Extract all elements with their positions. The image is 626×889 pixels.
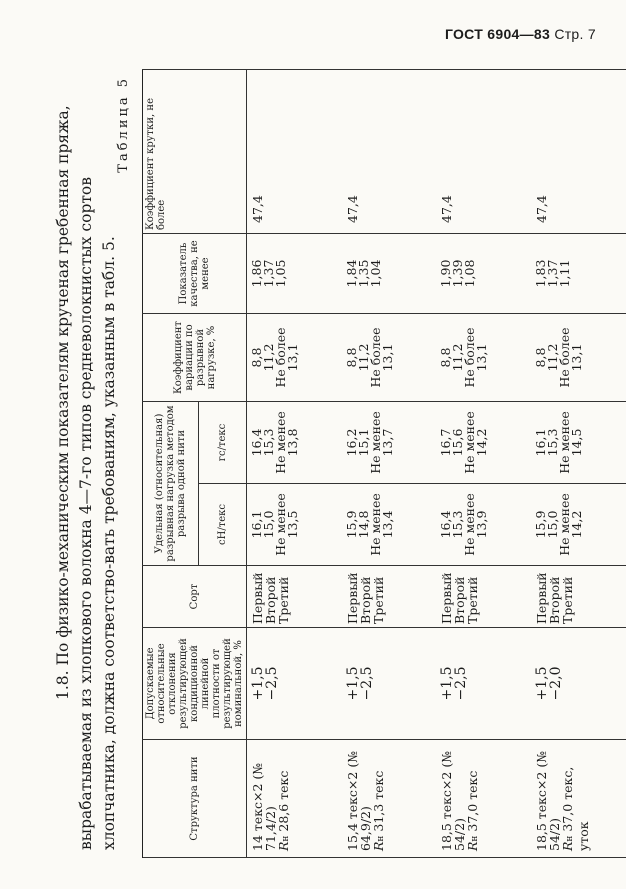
cell-gs-tex bbox=[436, 402, 530, 484]
cell-sort bbox=[247, 566, 342, 628]
cell-line: 1,86 bbox=[249, 259, 264, 288]
r-subscript: н bbox=[281, 835, 291, 842]
cell-twist bbox=[342, 70, 436, 234]
cell-sort bbox=[436, 566, 530, 628]
cell-line: Не менее bbox=[367, 411, 383, 474]
cell-line: 1,04 bbox=[367, 259, 383, 288]
cell-line: 1,84 bbox=[343, 259, 359, 288]
cell-line: Второй bbox=[263, 576, 278, 624]
r-symbol: R bbox=[465, 841, 481, 851]
cell-line: 13,1 bbox=[285, 343, 300, 372]
cell-line: 1,37 bbox=[544, 259, 560, 288]
cell-line: 15,3 bbox=[261, 428, 276, 457]
cell-line: 15,9 bbox=[343, 510, 359, 539]
cell-coef-var bbox=[531, 314, 626, 402]
dev-minus: −2,0 bbox=[547, 666, 564, 701]
cell-deviation bbox=[247, 628, 342, 740]
structure-line2 bbox=[372, 743, 388, 851]
cell-line: 16,1 bbox=[249, 510, 264, 539]
cell-line: 13,1 bbox=[379, 343, 395, 372]
cell-line: Не менее bbox=[556, 493, 572, 556]
col-coef-var: Коэффициент вариации по разрывной нагрузке, % bbox=[143, 314, 247, 402]
paragraph-1-8 bbox=[52, 80, 121, 850]
twist-value: 47,4 bbox=[250, 195, 265, 223]
r-subscript: н bbox=[375, 835, 386, 842]
cell-cn-tex bbox=[531, 484, 626, 566]
cell-line: 13,9 bbox=[474, 510, 490, 539]
dev-plus: +1,5 bbox=[250, 666, 266, 701]
structure-line2 bbox=[466, 743, 482, 851]
cell-twist bbox=[247, 70, 342, 234]
cell-line: Не более bbox=[462, 327, 478, 388]
cell-line: 15,1 bbox=[355, 428, 371, 457]
cell-line: 1,83 bbox=[532, 259, 548, 288]
cell-line: 15,3 bbox=[544, 428, 560, 457]
cell-line: 1,37 bbox=[261, 259, 276, 288]
cell-line: 11,2 bbox=[544, 343, 560, 372]
table-5 bbox=[142, 69, 626, 858]
cell-deviation bbox=[436, 628, 530, 740]
cell-line: Не менее bbox=[273, 411, 288, 474]
cell-line: Не более bbox=[273, 327, 288, 388]
structure-line1: 15,4 текс×2 (№ 64,9/2) bbox=[344, 750, 373, 851]
dev-minus: −2,5 bbox=[358, 666, 375, 701]
cell-sort bbox=[531, 566, 626, 628]
col-structure: Структура нити bbox=[143, 740, 247, 858]
cell-line: Первый bbox=[344, 572, 360, 624]
cell-cn-tex bbox=[436, 484, 530, 566]
cell-line: Не менее bbox=[556, 411, 572, 474]
twist-value: 47,4 bbox=[344, 195, 360, 223]
r-symbol: R bbox=[370, 841, 386, 851]
cell-line: 15,3 bbox=[450, 510, 466, 539]
cell-twist bbox=[436, 70, 530, 234]
r-symbol: R bbox=[559, 841, 575, 851]
cell-line: 13,4 bbox=[379, 510, 395, 539]
cell-structure bbox=[436, 740, 530, 858]
cell-coef-var bbox=[436, 314, 530, 402]
cell-line: 1,90 bbox=[438, 259, 454, 288]
cell-line: 14,2 bbox=[568, 510, 584, 539]
cell-gs-tex bbox=[531, 402, 626, 484]
cell-line: 13,8 bbox=[285, 428, 300, 457]
cell-line: 13,1 bbox=[568, 343, 584, 372]
cell-deviation bbox=[531, 628, 626, 740]
cell-line: Третий bbox=[465, 576, 481, 624]
paragraph-text: 1.8. По физико-механическим показателям крученая гребенная пряжа, вырабатываемая из хлопкового волокна 4—7-го типов средневолокнистых сортов хлопчатника, должна соответство-вать требованиям, указанным в табл. 5. bbox=[54, 105, 118, 850]
cell-cn-tex bbox=[342, 484, 436, 566]
rotated-content bbox=[50, 70, 624, 858]
cell-line: Не менее bbox=[462, 493, 478, 556]
dev-plus: +1,5 bbox=[344, 666, 361, 701]
cell-structure bbox=[531, 740, 626, 858]
page-header bbox=[445, 26, 596, 42]
cell-cn-tex bbox=[247, 484, 342, 566]
cell-line: 8,8 bbox=[249, 347, 264, 368]
cell-line: 15,0 bbox=[544, 510, 560, 539]
cell-line: 11,2 bbox=[355, 343, 371, 372]
cell-quality bbox=[531, 234, 626, 314]
cell-line: 1,11 bbox=[556, 259, 572, 288]
cell-structure bbox=[342, 740, 436, 858]
cell-line: 13,5 bbox=[285, 510, 300, 539]
cell-line: 15,6 bbox=[450, 428, 466, 457]
cell-line: Первый bbox=[439, 572, 455, 624]
cell-sort bbox=[342, 566, 436, 628]
cell-line: Не менее bbox=[462, 411, 478, 474]
cell-line: 14,2 bbox=[474, 428, 490, 457]
cell-quality bbox=[342, 234, 436, 314]
cell-gs-tex bbox=[342, 402, 436, 484]
cell-line: 15,0 bbox=[261, 510, 276, 539]
cell-structure bbox=[247, 740, 342, 858]
structure-line1: 14 текс×2 (№ 71,4/2) bbox=[250, 762, 278, 851]
structure-result: 28,6 текс bbox=[276, 770, 291, 832]
cell-line: 13,7 bbox=[379, 428, 395, 457]
cell-line: Первый bbox=[250, 572, 265, 624]
structure-line2 bbox=[277, 743, 293, 851]
cell-gs-tex bbox=[247, 402, 342, 484]
cell-line: Второй bbox=[452, 576, 468, 624]
structure-result: 37,0 текс, уток bbox=[559, 766, 591, 851]
cell-line: 1,35 bbox=[355, 259, 371, 288]
cell-line: Второй bbox=[546, 576, 562, 624]
col-twist: Коэффициент крутки, не более bbox=[143, 70, 247, 234]
cell-twist bbox=[531, 70, 626, 234]
cell-line: Не менее bbox=[367, 493, 383, 556]
cell-line: 1,08 bbox=[462, 259, 478, 288]
cell-line: 11,2 bbox=[261, 343, 276, 372]
cell-line: 16,4 bbox=[438, 510, 454, 539]
cell-line: 15,9 bbox=[532, 510, 548, 539]
col-quality: Показатель качества, не менее bbox=[143, 234, 247, 314]
dev-minus: −2,5 bbox=[453, 666, 470, 701]
cell-line: Не более bbox=[367, 327, 383, 388]
table-row bbox=[342, 70, 436, 858]
gost-number: ГОСТ 6904—83 bbox=[444, 26, 551, 42]
twist-value: 47,4 bbox=[533, 195, 549, 223]
cell-line: Не менее bbox=[273, 493, 288, 556]
structure-result: 37,0 текс bbox=[465, 770, 481, 832]
cell-line: 14,5 bbox=[568, 428, 584, 457]
cell-line: 11,2 bbox=[450, 343, 466, 372]
cell-line: 16,2 bbox=[343, 428, 359, 457]
cell-line: Третий bbox=[276, 576, 291, 624]
col-sort: Сорт bbox=[143, 566, 247, 628]
col-strength-group: Удельная (относительная) разрывная нагрузка методом разрыва одной нити bbox=[143, 402, 199, 566]
structure-line2 bbox=[561, 743, 590, 851]
r-subscript: н bbox=[564, 835, 575, 842]
cell-line: 16,4 bbox=[249, 428, 264, 457]
table-row bbox=[436, 70, 530, 858]
dev-minus: −2,5 bbox=[264, 666, 280, 701]
col-cn-tex: сН/текс bbox=[199, 484, 247, 566]
table-row bbox=[531, 70, 626, 858]
cell-quality bbox=[436, 234, 530, 314]
structure-line1: 18,5 текс×2 (№ 54/2) bbox=[533, 750, 562, 851]
cell-line: 1,05 bbox=[273, 259, 288, 288]
cell-line: Третий bbox=[559, 576, 575, 624]
col-gs-tex: гс/текс bbox=[199, 402, 247, 484]
cell-line: Третий bbox=[370, 576, 386, 624]
cell-line: 8,8 bbox=[438, 347, 454, 368]
page-number: Стр. 7 bbox=[554, 26, 596, 42]
structure-result: 31,3 текс bbox=[370, 770, 386, 832]
table-label: Таблица 5 bbox=[116, 76, 131, 173]
dev-plus: +1,5 bbox=[533, 666, 550, 701]
cell-coef-var bbox=[247, 314, 342, 402]
col-deviation: Допускаемые относительные отклонения результирующей кондиционной линейной плотности от результирующей номинальной, % bbox=[143, 628, 247, 740]
cell-line: 16,1 bbox=[532, 428, 548, 457]
table-body bbox=[247, 70, 626, 858]
dev-plus: +1,5 bbox=[439, 666, 456, 701]
cell-line: 1,39 bbox=[450, 259, 466, 288]
cell-line: Не более bbox=[556, 327, 572, 388]
cell-coef-var bbox=[342, 314, 436, 402]
r-subscript: н bbox=[470, 835, 481, 842]
cell-line: 14,8 bbox=[355, 510, 371, 539]
twist-value: 47,4 bbox=[439, 195, 455, 223]
cell-deviation bbox=[342, 628, 436, 740]
r-symbol: R bbox=[276, 841, 291, 851]
cell-line: 8,8 bbox=[343, 347, 359, 368]
cell-line: Второй bbox=[357, 576, 373, 624]
structure-line1: 18,5 текс×2 (№ 54/2) bbox=[439, 750, 468, 851]
table-row bbox=[247, 70, 342, 858]
cell-line: 16,7 bbox=[438, 428, 454, 457]
cell-line: Первый bbox=[533, 572, 549, 624]
cell-quality bbox=[247, 234, 342, 314]
cell-line: 8,8 bbox=[532, 347, 548, 368]
cell-line: 13,1 bbox=[474, 343, 490, 372]
